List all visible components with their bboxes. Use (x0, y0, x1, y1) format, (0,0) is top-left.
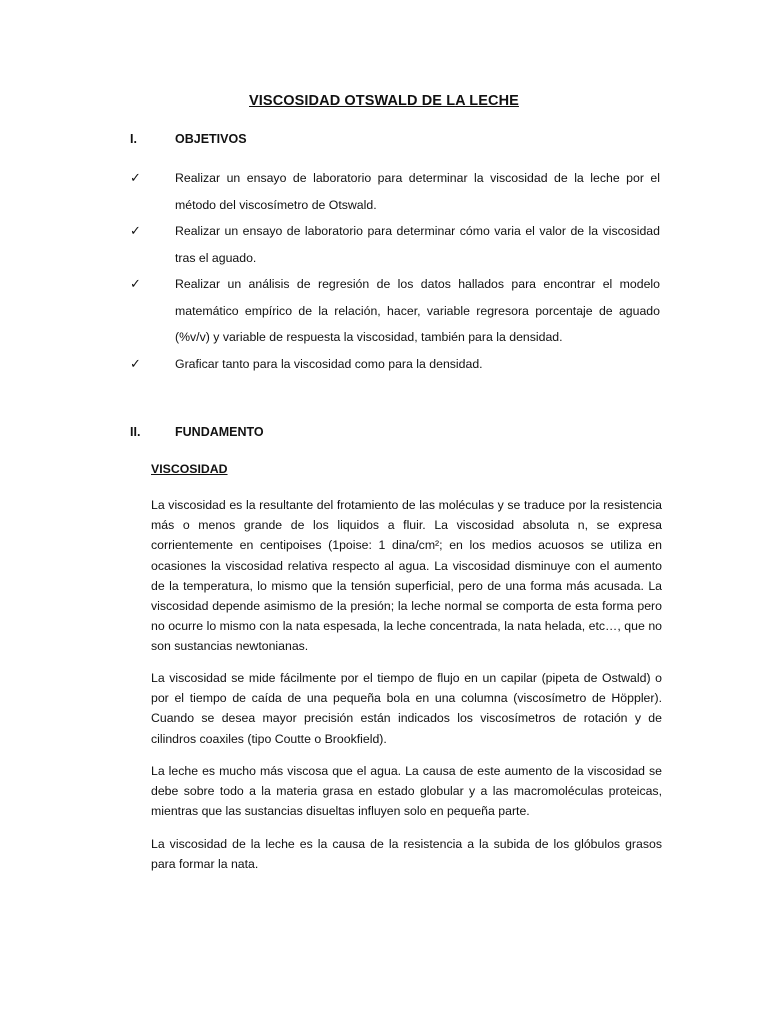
checkmark-icon: ✓ (130, 276, 141, 291)
body-paragraph: La leche es mucho más viscosa que el agua. La causa de este aumento de la viscosidad se debe sobre todo a la materia grasa en estado globular y a las macromoléculas proteicas, mientras que las sustancias disueltas influyen solo en pequeña parte. (151, 764, 662, 819)
checkmark-icon: ✓ (130, 170, 141, 185)
objective-text: Realizar un ensayo de laboratorio para determinar cómo varia el valor de la viscosidad tras el aguado. (175, 224, 660, 265)
section-title: FUNDAMENTO (175, 425, 264, 439)
objective-item (130, 351, 660, 378)
section-number: II. (130, 425, 141, 439)
objective-text: Realizar un análisis de regresión de los datos hallados para encontrar el modelo matemático empírico de la relación, hacer, variable regresora porcentaje de aguado (%v/v) y variable de respuesta la viscosidad, también para la densidad. (175, 277, 660, 344)
body-paragraph: La viscosidad se mide fácilmente por el tiempo de flujo en un capilar (pipeta de Ostwald) o por el tiempo de caída de una pequeña bola en una columna (viscosímetro de Höppler). Cuando se desea mayor precisión están indicados los viscosímetros de rotación y de cilindros coaxiles (tipo Coutte o Brookfield). (151, 671, 662, 746)
body-paragraph: La viscosidad de la leche es la causa de la resistencia a la subida de los glóbulos grasos para formar la nata. (151, 837, 662, 872)
body-paragraph: La viscosidad es la resultante del frotamiento de las moléculas y se traduce por la resistencia más o menos grande de los liquidos a fluir. La viscosidad absoluta n, se expresa corrientemente en centipoises (1poise: 1 dina/cm²; en los medios acuosos se utiliza en ocasiones la viscosidad relativa respecto al agua. La viscosidad disminuye con el aumento de la temperatura, lo mismo que la tensión superficial, pero de una forma más acusada. La viscosidad depende asimismo de la presión; la leche normal se comporta de esta forma pero no ocurre lo mismo con la nata espesada, la leche concentrada, la nata helada, etc…, que no son sustancias newtonianas. (151, 498, 662, 654)
checkmark-icon: ✓ (130, 223, 141, 238)
section-fundamento-heading (130, 425, 264, 439)
objective-text: Graficar tanto para la viscosidad como para la densidad. (175, 356, 483, 371)
section-objetivos-heading (130, 132, 247, 146)
viscosidad-subheading: VISCOSIDAD (151, 462, 228, 476)
objective-item (130, 271, 660, 351)
objective-item (130, 218, 660, 271)
document-title: VISCOSIDAD OTSWALD DE LA LECHE (249, 93, 519, 109)
section-title: OBJETIVOS (175, 132, 247, 146)
section-number: I. (130, 132, 137, 146)
objective-text: Realizar un ensayo de laboratorio para determinar la viscosidad de la leche por el método del viscosímetro de Otswald. (175, 171, 660, 212)
checkmark-icon: ✓ (130, 355, 141, 371)
objective-item (130, 165, 660, 218)
objectives-list (130, 165, 660, 377)
